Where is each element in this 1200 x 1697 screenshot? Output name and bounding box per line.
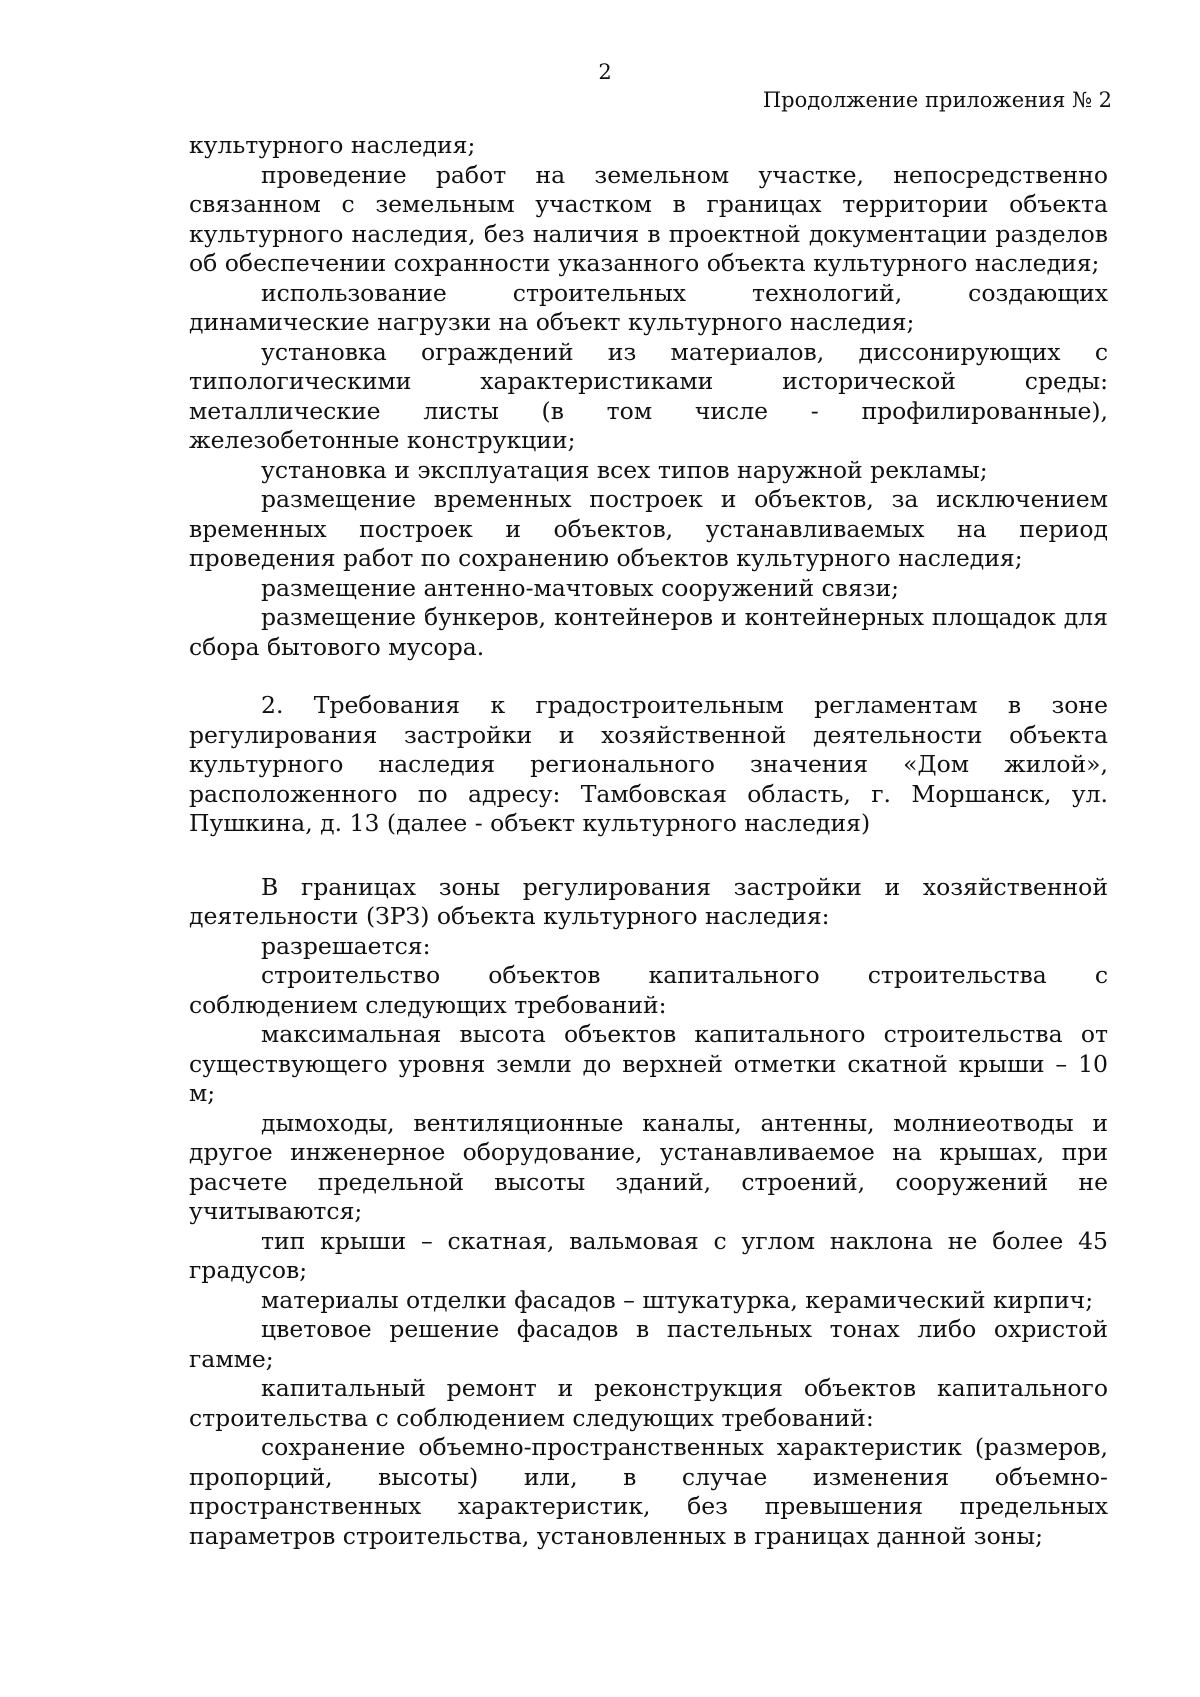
paragraph: строительство объектов капитального строительства с соблюдением следующих требований: xyxy=(189,961,1108,1019)
document-body xyxy=(189,131,1108,1551)
page-number: 2 xyxy=(598,60,612,84)
paragraph: размещение антенно-мачтовых сооружений связи; xyxy=(261,573,900,602)
paragraph: проведение работ на земельном участке, непосредственно связанном с земельным участком в границах территории объекта культурного наследия, без наличия в проектной документации разделов об обеспечении сохранности указанного объекта культурного наследия; xyxy=(189,160,1108,277)
paragraph: дымоходы, вентиляционные каналы, антенны, молниеотводы и другое инженерное оборудование, устанавливаемое на крышах, при расчете предельной высоты зданий, строений, сооружений не учитываются; xyxy=(189,1108,1108,1225)
section-spacer xyxy=(189,662,1108,691)
paragraph: максимальная высота объектов капитального строительства от существующего уровня земли до верхней отметки скатной крыши – 10 м; xyxy=(189,1020,1108,1107)
paragraph: цветовое решение фасадов в пастельных тонах либо охристой гамме; xyxy=(189,1315,1108,1373)
paragraph: В границах зоны регулирования застройки и хозяйственной деятельности (ЗРЗ) объекта культурного наследия: xyxy=(189,872,1108,930)
paragraph: размещение бункеров, контейнеров и контейнерных площадок для сбора бытового мусора. xyxy=(189,603,1108,661)
paragraph: установка и эксплуатация всех типов наружной рекламы; xyxy=(261,455,988,484)
paragraph: сохранение объемно-пространственных характеристик (размеров, пропорций, высоты) или, в случае изменения объемно-пространственных характеристик, без превышения предельных параметров строительства, установленных в границах данной зоны; xyxy=(189,1433,1108,1550)
paragraph-continuation: культурного наследия; xyxy=(189,131,476,159)
paragraph: установка ограждений из материалов, диссонирующих с типологическими характеристиками исторической среды: металлические листы (в том числе - профилированные), железобетонные конструкции; xyxy=(189,337,1108,454)
section-spacer xyxy=(189,839,1108,873)
paragraph: разрешается: xyxy=(261,931,431,960)
paragraph: размещение временных построек и объектов, за исключением временных построек и объектов, устанавливаемых на период проведения работ по сохранению объектов культурного наследия; xyxy=(189,485,1108,572)
paragraph: материалы отделки фасадов – штукатурка, керамический кирпич; xyxy=(261,1285,1094,1314)
paragraph: тип крыши – скатная, вальмовая с углом наклона не более 45 градусов; xyxy=(189,1226,1108,1284)
appendix-continuation-note: Продолжение приложения № 2 xyxy=(762,88,1112,112)
section-heading: 2. Требования к градостроительным регламентам в зоне регулирования застройки и хозяйственной деятельности объекта культурного наследия регионального значения «Дом жилой», расположенного по адресу: Тамбовская область, г. Моршанск, ул. Пушкина, д. 13 (далее - объект культурного наследия) xyxy=(189,691,1108,837)
paragraph: использование строительных технологий, создающих динамические нагрузки на объект культурного наследия; xyxy=(189,278,1108,336)
paragraph: капитальный ремонт и реконструкция объектов капитального строительства с соблюдением следующих требований: xyxy=(189,1374,1108,1432)
